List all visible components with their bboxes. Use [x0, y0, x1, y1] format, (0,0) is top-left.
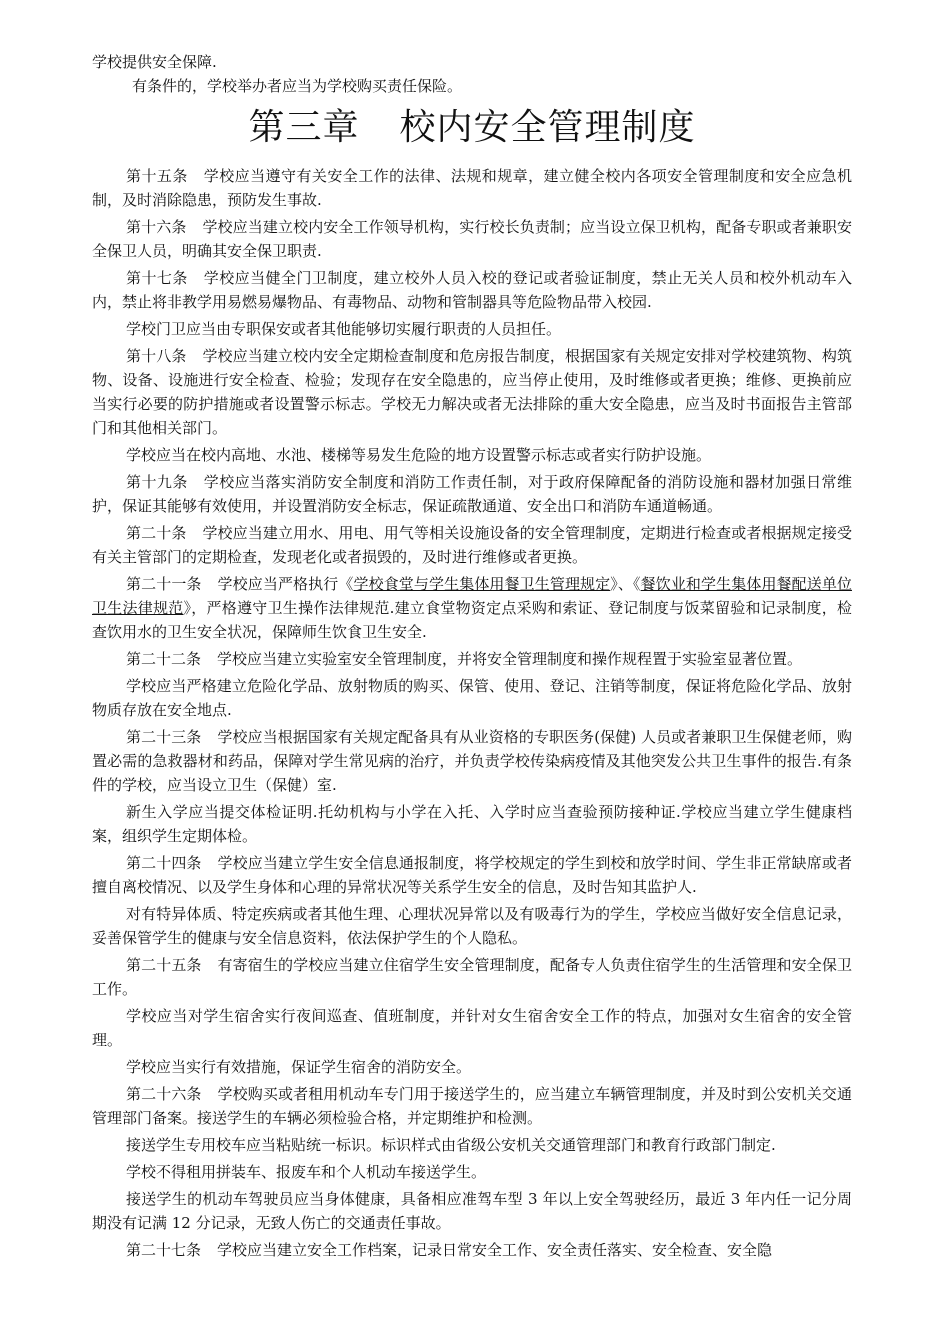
article-text: 学校应当严格建立危险化学品、放射物质的购买、保管、使用、登记、注销等制度，保证将危险化学品、放射物质存放在安全地点. [92, 677, 852, 719]
article-text: 学校应当实行有效措施，保证学生宿舍的消防安全。 [126, 1058, 472, 1076]
article-text: 》，严格遵守卫生操作法律规范.建立食堂物资定点采购和索证、登记制度与饭菜留验和记录制度，检查饮用水的卫生安全状况，保障师生饮食卫生安全. [92, 599, 852, 641]
article-text: 接送学生专用校车应当粘贴统一标识。标识样式由省级公安机关交通管理部门和教育行政部门制定. [126, 1136, 776, 1154]
article-text: 新生入学应当提交体检证明.托幼机构与小学在入托、入学时应当查验预防接种证.学校应当建立学生健康档案，组织学生定期体检。 [92, 803, 852, 845]
article-paragraph [92, 647, 852, 671]
article-text: 学校应当建立校内安全定期检查制度和危房报告制度，根据国家有关规定安排对学校建筑物、构筑物、设备、设施进行安全检查、检验；发现存在安全隐患的，应当停止使用，及时维修或者更换；维修、更换前应当实行必要的防护措施或者设置警示标志。学校无力解决或者无法排除的重大安全隐患，应当及时书面报告主管部门和其他相关部门。 [92, 347, 852, 437]
article-paragraph [92, 800, 852, 848]
article-text: 对有特异体质、特定疾病或者其他生理、心理状况异常以及有吸毒行为的学生，学校应当做好安全信息记录，妥善保管学生的健康与安全信息资料，依法保护学生的个人隐私。 [92, 905, 852, 947]
article-text: 学校应当根据国家有关规定配备具有从业资格的专职医务(保健) 人员或者兼职卫生保健老师，购置必需的急救器材和药品，保障对学生常见病的治疗，并负责学校传染病疫情及其他突发公共卫生事件的报告.有条件的学校，应当设立卫生（保健）室. [92, 728, 852, 794]
article-list-2 [92, 647, 852, 1262]
article-number: 第十八条 [126, 347, 187, 365]
article-number: 第二十一条 [126, 575, 202, 593]
article-text: 学校购买或者租用机动车专门用于接送学生的，应当建立车辆管理制度，并及时到公安机关交通管理部门备案。接送学生的车辆必须检验合格，并定期维护和检测。 [92, 1085, 852, 1127]
chapter-heading [92, 104, 852, 152]
article-paragraph [92, 344, 852, 440]
article-number: 第二十六条 [126, 1085, 202, 1103]
article-list-1 [92, 164, 852, 569]
article-text: 接送学生的机动车驾驶员应当身体健康，具备相应准驾车型 3 年以上安全驾驶经历，最近 3 年内任一记分周期没有记满 12 分记录，无致人伤亡的交通责任事故。 [92, 1190, 852, 1232]
article-paragraph [92, 521, 852, 569]
article-number: 第二十五条 [126, 956, 202, 974]
article-paragraph [92, 725, 852, 797]
chapter-title: 校内安全管理制度 [399, 107, 696, 148]
article-number: 第十九条 [126, 473, 188, 491]
document-page [92, 50, 852, 1265]
article-number: 第十六条 [126, 218, 187, 236]
article-text: 学校应当对学生宿舍实行夜间巡查、值班制度，并针对女生宿舍安全工作的特点，加强对女生宿舍的安全管理。 [92, 1007, 852, 1049]
chapter-number: 第三章 [248, 107, 360, 148]
article-paragraph [92, 1160, 852, 1184]
article-paragraph [92, 266, 852, 314]
article-text: 学校应当建立学生安全信息通报制度，将学校规定的学生到校和放学时间、学生非正常缺席或者擅自离校情况、以及学生身体和心理的异常状况等关系学生安全的信息，及时告知其监护人. [92, 854, 852, 896]
article-text: 学校应当落实消防安全制度和消防工作责任制，对于政府保障配备的消防设施和器材加强日常维护，保证其能够有效使用，并设置消防安全标志，保证疏散通道、安全出口和消防车通道畅通。 [92, 473, 852, 515]
article-text: 学校应当建立校内安全工作领导机构，实行校长负责制；应当设立保卫机构，配备专职或者兼职安全保卫人员，明确其安全保卫职责. [92, 218, 852, 260]
article-paragraph [92, 1133, 852, 1157]
article-number: 第二十三条 [126, 728, 202, 746]
article-paragraph [92, 215, 852, 263]
article-paragraph [92, 470, 852, 518]
article-text: 学校应当建立实验室安全管理制度，并将安全管理制度和操作规程置于实验室显著位置。 [217, 650, 803, 668]
intro-line-1: 学校提供安全保障. [92, 53, 217, 71]
article-number: 第二十二条 [126, 650, 202, 668]
article-text: 学校应当在校内高地、水池、楼梯等易发生危险的地方设置警示标志或者实行防护设施。 [126, 446, 712, 464]
article-text: 学校应当遵守有关安全工作的法律、法规和规章，建立健全校内各项安全管理制度和安全应急机制，及时消除隐患，预防发生事故. [92, 167, 852, 209]
regulation-link-catering[interactable]: 餐饮业和学生集体用餐配送单位卫生法律规范 [92, 575, 852, 617]
article-number: 第十七条 [126, 269, 188, 287]
article-number: 第二十七条 [126, 1241, 202, 1259]
article-number: 第二十条 [126, 524, 187, 542]
article-paragraph [92, 902, 852, 950]
article-paragraph [92, 953, 852, 1001]
article-text: 学校应当健全门卫制度，建立校外人员入校的登记或者验证制度，禁止无关人员和校外机动车入内，禁止将非教学用易燃易爆物品、有毒物品、动物和管制器具等危险物品带入校园. [92, 269, 852, 311]
regulation-link-canteen[interactable]: 学校食堂与学生集体用餐卫生管理规定 [353, 575, 611, 593]
article-text: 学校应当建立安全工作档案，记录日常安全工作、安全责任落实、安全检查、安全隐 [217, 1241, 773, 1259]
article-number: 第二十四条 [126, 854, 202, 872]
article-text: 有寄宿生的学校应当建立住宿学生安全管理制度，配备专人负责住宿学生的生活管理和安全保卫工作。 [92, 956, 852, 998]
article-paragraph [92, 1004, 852, 1052]
article-paragraph [92, 674, 852, 722]
article-paragraph [92, 1055, 852, 1079]
article-paragraph [92, 1082, 852, 1130]
article-paragraph [92, 1187, 852, 1235]
article-paragraph [92, 851, 852, 899]
article-paragraph [92, 1238, 852, 1262]
article-21-paragraph [92, 572, 852, 644]
article-number: 第十五条 [126, 167, 188, 185]
article-text: 学校不得租用拼装车、报废车和个人机动车接送学生。 [126, 1163, 487, 1181]
article-text: 》、《 [610, 575, 641, 593]
intro-line-2: 有条件的，学校举办者应当为学校购买责任保险。 [132, 77, 463, 95]
article-text: 学校门卫应当由专职保安或者其他能够切实履行职责的人员担任。 [126, 320, 562, 338]
article-paragraph [92, 164, 852, 212]
article-text: 学校应当建立用水、用电、用气等相关设施设备的安全管理制度，定期进行检查或者根据规定接受有关主管部门的定期检查，发现老化或者损毁的，及时进行维修或者更换。 [92, 524, 852, 566]
article-paragraph [92, 443, 852, 467]
article-text: 学校应当严格执行《 [217, 575, 354, 593]
article-paragraph [92, 317, 852, 341]
